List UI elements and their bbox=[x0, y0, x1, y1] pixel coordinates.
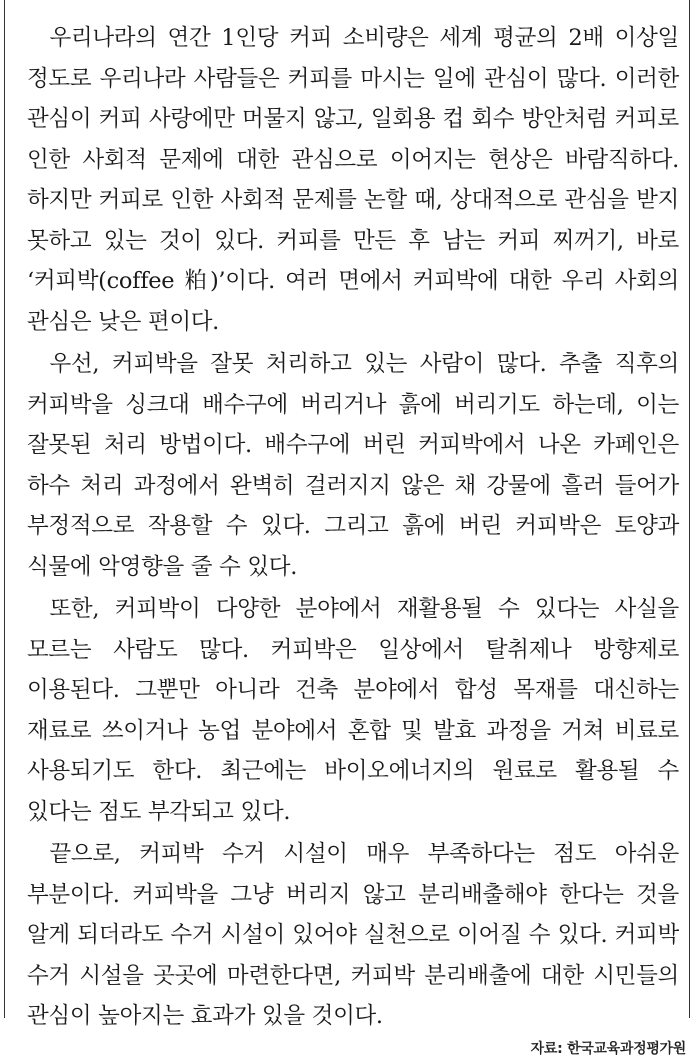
article-body bbox=[27, 18, 679, 1039]
source-credit: 자료: 한국교육과정평가원 bbox=[530, 1041, 686, 1057]
paragraph-disposal: 우선, 커피박을 잘못 처리하고 있는 사람이 많다. 추출 직후의 커피박을 싱크대 배수구에 버리거나 흙에 버리기도 하는데, 이는 잘못된 처리 방법이다. 배수구에 버린 커피박에서 나온 카페인은 하수 처리 과정에서 완벽히 걸러지지 않은 채 강물에 흘러 들어가 부정적으로 작용할 수 있다. 그리고 흙에 버린 커피박은 토양과 식물에 악영향을 줄 수 있다. bbox=[27, 351, 679, 580]
paragraph-collection: 끝으로, 커피박 수거 시설이 매우 부족하다는 점도 아쉬운 부분이다. 커피박을 그냥 버리지 않고 분리배출해야 한다는 것을 알게 되더라도 수거 시설이 있어야 실천으로 이어질 수 있다. 커피박 수거 시설을 곳곳에 마련한다면, 커피박 분리배출에 대한 시민들의 관심이 높아지는 효과가 있을 것이다. bbox=[27, 841, 679, 1029]
paragraph-intro: 우리나라의 연간 1인당 커피 소비량은 세계 평균의 2배 이상일 정도로 우리나라 사람들은 커피를 마시는 일에 관심이 많다. 이러한 관심이 커피 사랑에만 머물지 않고, 일회용 컵 회수 방안처럼 커피로 인한 사회적 문제에 대한 관심으로 이어지는 현상은 바람직하다. 하지만 커피로 인한 사회적 문제를 논할 때, 상대적으로 관심을 받지 못하고 있는 것이 있다. 커피를 만든 후 남는 커피 찌꺼기, 바로 ‘커피박(coffee 粕)’이다. 여러 면에서 커피박에 대한 우리 사회의 관심은 낮은 편이다. bbox=[27, 25, 679, 335]
article-frame bbox=[4, 0, 690, 1029]
paragraph-recycling: 또한, 커피박이 다양한 분야에서 재활용될 수 있다는 사실을 모르는 사람도 많다. 커피박은 일상에서 탈취제나 방향제로 이용된다. 그뿐만 아니라 건축 분야에서 합성 목재를 대신하는 재료로 쓰이거나 농업 분야에서 혼합 및 발효 과정을 거쳐 비료로 사용되기도 한다. 최근에는 바이오에너지의 원료로 활용될 수 있다는 점도 부각되고 있다. bbox=[27, 596, 679, 825]
